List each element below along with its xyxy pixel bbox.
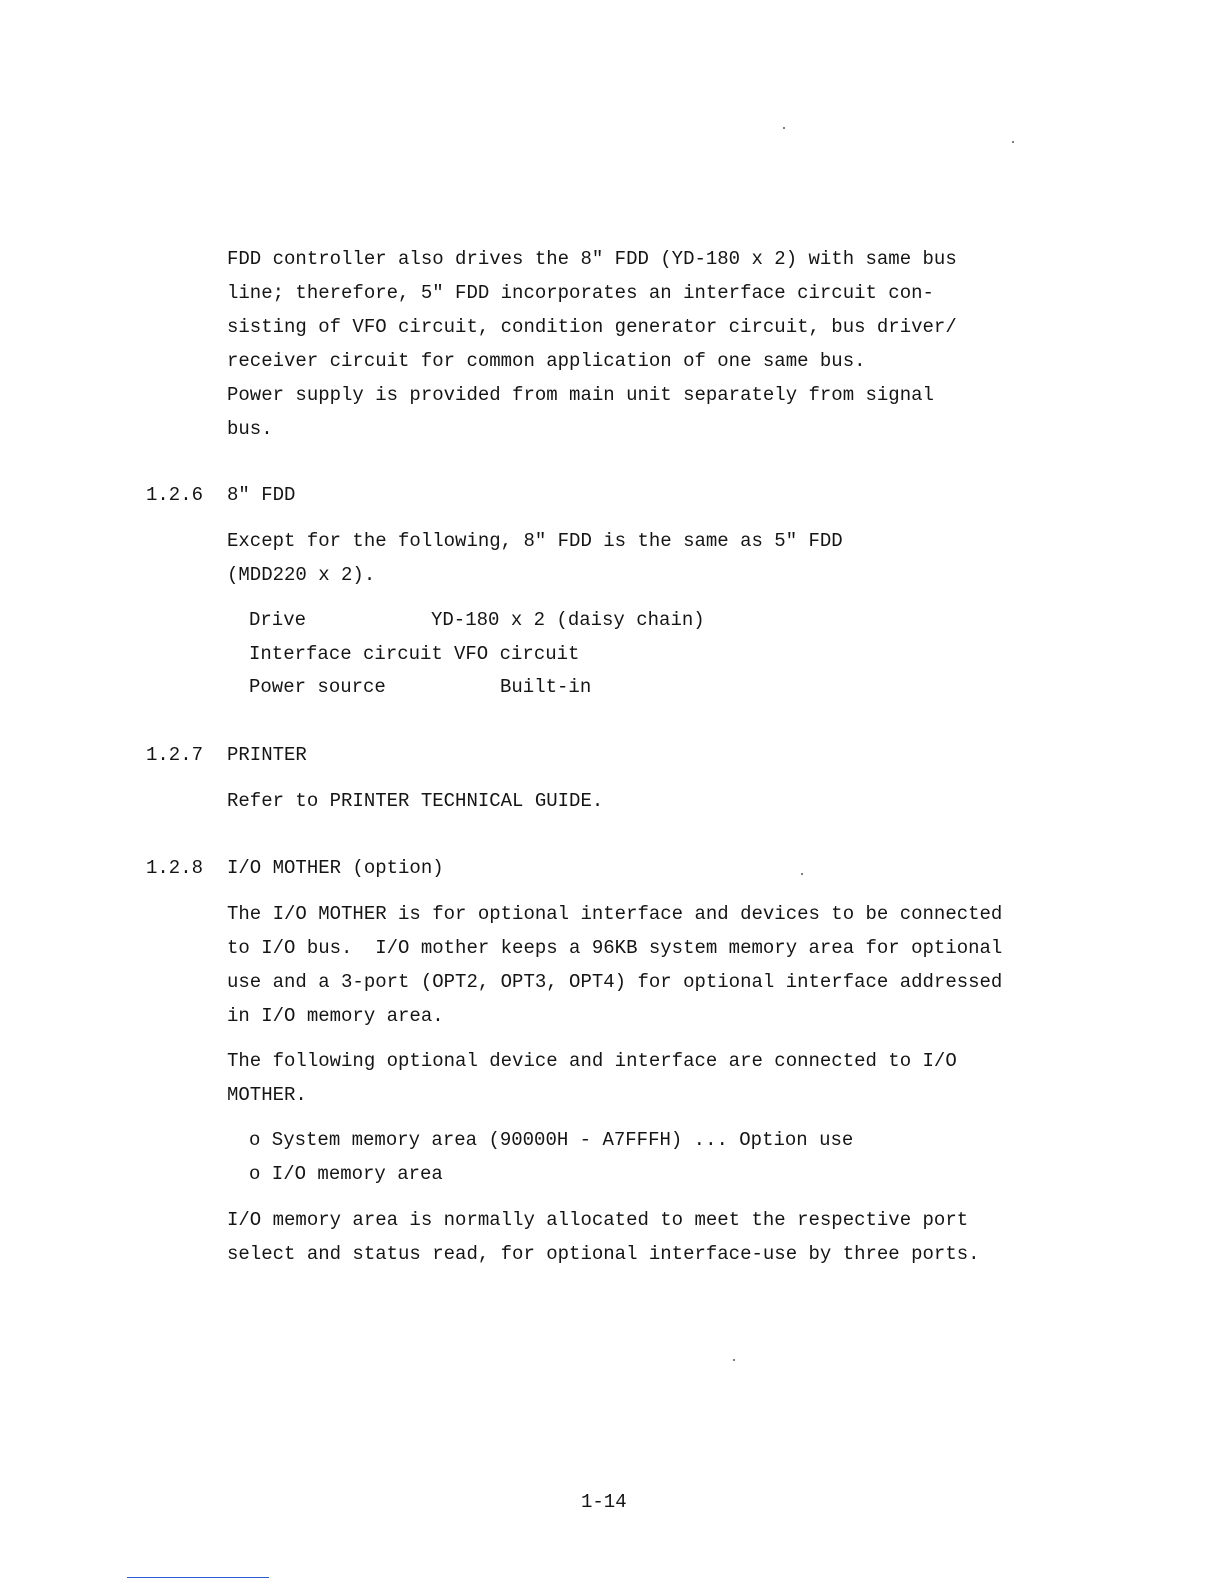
section-heading: PRINTER [227,744,307,766]
section-number: 1.2.7 [146,744,204,766]
scan-speck [733,1359,735,1361]
intro-line: FDD controller also drives the 8" FDD (YD-180 x 2) with same bus [227,248,957,270]
intro-line: bus. [227,418,273,440]
section-number: 1.2.8 [146,857,204,879]
scan-speck [1012,141,1014,143]
paragraph-line: in I/O memory area. [227,1005,444,1027]
bullet-item: o System memory area (90000H - A7FFFH) ... Option use [249,1129,854,1151]
intro-line: receiver circuit for common application of one same bus. [227,350,866,372]
spec-label: Power source [249,676,386,698]
footer-underline [127,1577,269,1578]
spec-value: YD-180 x 2 (daisy chain) [431,609,705,631]
paragraph-line: The I/O MOTHER is for optional interface and devices to be connected [227,903,1003,925]
paragraph-line: Except for the following, 8" FDD is the same as 5" FDD [227,530,843,552]
page-number: 1-14 [581,1491,627,1513]
intro-line: Power supply is provided from main unit separately from signal [227,384,934,406]
paragraph-line: The following optional device and interface are connected to I/O [227,1050,957,1072]
paragraph-line: I/O memory area is normally allocated to meet the respective port [227,1209,969,1231]
section-number: 1.2.6 [146,484,204,506]
spec-label: Drive [249,609,307,631]
paragraph-line: (MDD220 x 2). [227,564,376,586]
scan-speck [783,127,785,129]
paragraph-line: to I/O bus. I/O mother keeps a 96KB system memory area for optional [227,937,1003,959]
scan-speck [801,873,803,875]
paragraph-line: use and a 3-port (OPT2, OPT3, OPT4) for optional interface addressed [227,971,1003,993]
section-heading: 8" FDD [227,484,296,506]
section-heading: I/O MOTHER (option) [227,857,444,879]
paragraph-line: Refer to PRINTER TECHNICAL GUIDE. [227,790,604,812]
paragraph-line: MOTHER. [227,1084,307,1106]
spec-value: Built-in [500,676,592,698]
spec-value: VFO circuit [454,643,580,665]
spec-label: Interface circuit [249,643,443,665]
intro-line: line; therefore, 5" FDD incorporates an interface circuit con- [227,282,934,304]
bullet-item: o I/O memory area [249,1163,443,1185]
intro-line: sisting of VFO circuit, condition generator circuit, bus driver/ [227,316,957,338]
paragraph-line: select and status read, for optional interface-use by three ports. [227,1243,980,1265]
